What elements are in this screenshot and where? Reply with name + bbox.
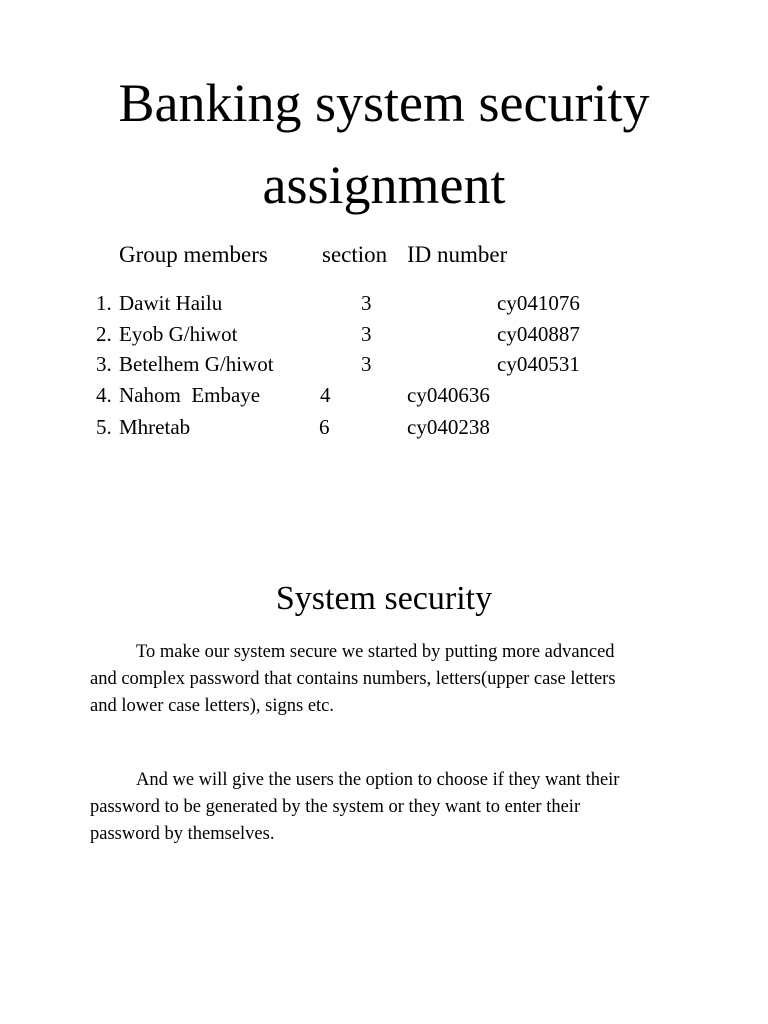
paragraph-line: and complex password that contains numbers, letters(upper case letters bbox=[90, 669, 616, 689]
paragraph-line: password by themselves. bbox=[90, 824, 275, 844]
paragraph-line: and lower case letters), signs etc. bbox=[90, 696, 335, 716]
member-section: 3 bbox=[361, 352, 372, 376]
document-title-line1: Banking system security bbox=[118, 73, 650, 133]
paragraph-line: To make our system secure we started by putting more advanced bbox=[136, 642, 615, 662]
member-row bbox=[0, 385, 768, 411]
member-name: Mhretab bbox=[119, 415, 191, 439]
member-number: 1. bbox=[96, 291, 112, 315]
document-title-line2: assignment bbox=[262, 155, 506, 215]
section-heading: System security bbox=[275, 580, 493, 617]
member-id: cy040636 bbox=[407, 383, 490, 407]
header-group-members: Group members bbox=[119, 242, 268, 267]
member-section: 4 bbox=[320, 383, 331, 407]
header-section: section bbox=[322, 242, 388, 267]
header-id-number: ID number bbox=[407, 242, 508, 267]
member-row bbox=[0, 354, 768, 380]
member-id: cy040531 bbox=[497, 352, 580, 376]
paragraph-line: password to be generated by the system or they want to enter their bbox=[90, 797, 581, 817]
member-number: 3. bbox=[96, 352, 112, 376]
member-id: cy041076 bbox=[497, 291, 580, 315]
member-name: Dawit Hailu bbox=[119, 291, 223, 315]
member-number: 5. bbox=[96, 415, 112, 439]
member-name: Eyob G/hiwot bbox=[119, 322, 238, 346]
member-id: cy040238 bbox=[407, 415, 490, 439]
paragraph-password-complexity bbox=[90, 639, 690, 720]
member-id: cy040887 bbox=[497, 322, 580, 346]
member-row bbox=[0, 417, 768, 443]
member-name: Nahom Embaye bbox=[119, 383, 261, 407]
member-row bbox=[0, 293, 768, 319]
paragraph-password-option bbox=[90, 767, 690, 848]
paragraph-line: And we will give the users the option to choose if they want their bbox=[136, 770, 620, 790]
member-row bbox=[0, 324, 768, 350]
member-section: 3 bbox=[361, 291, 372, 315]
member-number: 2. bbox=[96, 322, 112, 346]
member-section: 3 bbox=[361, 322, 372, 346]
member-number: 4. bbox=[96, 383, 112, 407]
member-name: Betelhem G/hiwot bbox=[119, 352, 274, 376]
member-section: 6 bbox=[319, 415, 330, 439]
